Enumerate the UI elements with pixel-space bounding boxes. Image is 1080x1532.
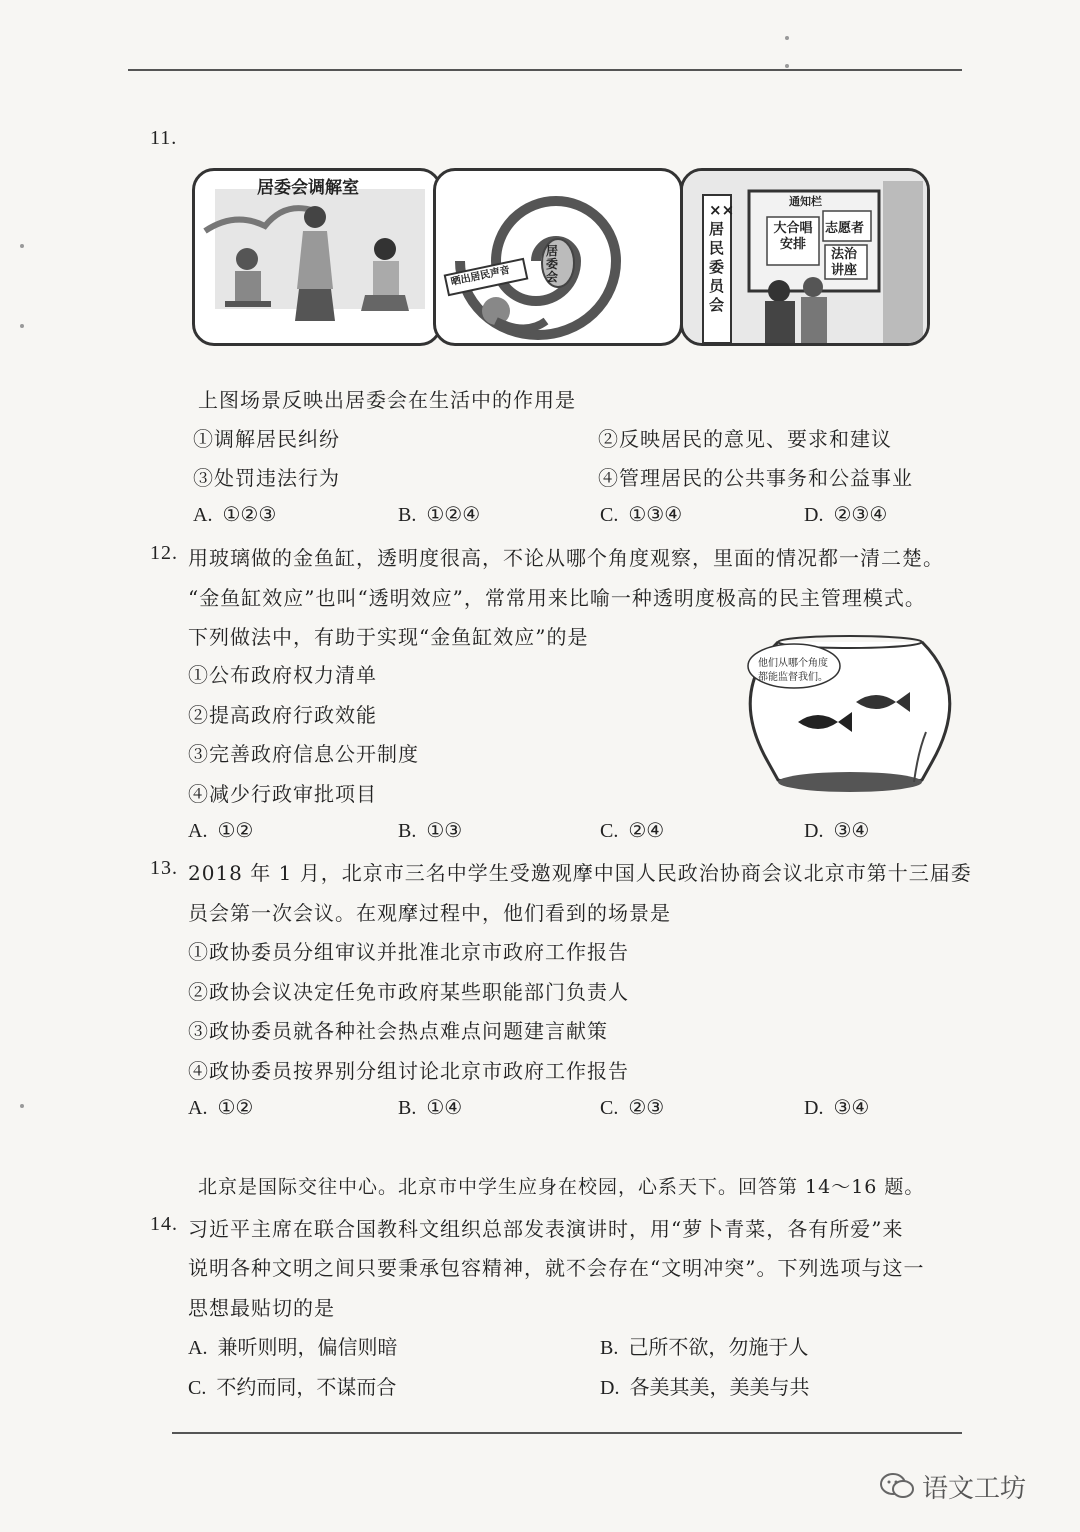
q14-number: 14. <box>150 1213 178 1235</box>
q14-line-2: 说明各种文明之间只要秉承包容精神，就不会存在“文明冲突”。下列选项与这一 <box>188 1256 925 1280</box>
q13-item-4: ④政协委员按界别分组讨论北京市政府工作报告 <box>188 1059 629 1083</box>
q11-choice-d[interactable]: D. ②③④ <box>804 502 888 526</box>
speck <box>20 244 24 248</box>
q12-item-3: ③完善政府信息公开制度 <box>188 742 419 766</box>
speck <box>785 64 789 68</box>
speck <box>20 1104 24 1108</box>
speck <box>20 324 24 328</box>
q11-panel2-sign: 晒出居民声音 <box>449 264 511 289</box>
q14-choice-c[interactable]: C. 不约而同，不谋而合 <box>188 1375 397 1399</box>
q14-line-3: 思想最贴切的是 <box>188 1296 335 1320</box>
q11-panel-voice <box>433 168 683 346</box>
q11-panel3-note3: 法治讲座 <box>831 247 858 278</box>
q11-panel3-note2: 志愿者 <box>825 221 865 236</box>
goldfish-bowl-image <box>738 632 962 800</box>
q11-choice-c[interactable]: C. ①③④ <box>600 502 683 526</box>
q11-stem: 上图场景反映出居委会在生活中的作用是 <box>198 388 576 412</box>
q11-panel-mediation <box>192 168 442 346</box>
q13-choice-d[interactable]: D. ③④ <box>804 1095 870 1119</box>
q13-choice-b[interactable]: B. ①④ <box>398 1095 463 1119</box>
q13-line-1: 2018 年 1 月，北京市三名中学生受邀观摩中国人民政治协商会议北京市第十三届委 <box>188 861 972 885</box>
q11-item-3: ③处罚违法行为 <box>193 466 340 490</box>
q12-line-1: 用玻璃做的金鱼缸，透明度很高，不论从哪个角度观察，里面的情况都一清二楚。 <box>188 546 944 570</box>
bottom-rule <box>172 1432 962 1434</box>
q12-number: 12. <box>150 542 178 564</box>
fish-speech-line-1: 他们从哪个角度 <box>758 658 828 669</box>
q12-item-2: ②提高政府行政效能 <box>188 703 377 727</box>
section-intro: 北京是国际交往中心。北京市中学生应身在校园，心系天下。回答第 14～16 题。 <box>198 1176 925 1198</box>
q14-choice-a[interactable]: A. 兼听则明，偏信则暗 <box>188 1335 398 1359</box>
q11-panel-notice <box>680 168 930 346</box>
q11-panel3-note1: 大合唱安排 <box>773 221 813 252</box>
q11-panel3-vertical: ××居民委员会 <box>709 201 735 314</box>
q11-panel1-title: 居委会调解室 <box>257 178 359 198</box>
q12-item-4: ④减少行政审批项目 <box>188 782 377 806</box>
q12-choice-c[interactable]: C. ②④ <box>600 818 665 842</box>
q13-item-2: ②政协会议决定任免市政府某些职能部门负责人 <box>188 980 629 1004</box>
q11-panel3-board: 通知栏 <box>789 195 822 208</box>
wechat-icon <box>880 1472 914 1500</box>
q14-line-1: 习近平主席在联合国教科文组织总部发表演讲时，用“萝卜青菜，各有所爱”来 <box>188 1217 904 1241</box>
top-rule <box>128 69 962 71</box>
q12-choice-d[interactable]: D. ③④ <box>804 818 870 842</box>
q11-number: 11. <box>150 127 178 149</box>
q11-item-1: ①调解居民纠纷 <box>193 427 340 451</box>
q13-item-3: ③政协委员就各种社会热点难点问题建言献策 <box>188 1019 608 1043</box>
q11-panel2-center: 居委会 <box>546 244 559 284</box>
q11-choice-a[interactable]: A. ①②③ <box>193 502 277 526</box>
q13-item-1: ①政协委员分组审议并批准北京市政府工作报告 <box>188 940 629 964</box>
q12-choice-a[interactable]: A. ①② <box>188 818 254 842</box>
q12-choice-b[interactable]: B. ①③ <box>398 818 463 842</box>
q12-line-2: “金鱼缸效应”也叫“透明效应”，常常用来比喻一种透明度极高的民主管理模式。 <box>188 586 926 610</box>
q11-item-4: ④管理居民的公共事务和公益事业 <box>598 466 913 490</box>
q13-number: 13. <box>150 857 178 879</box>
q11-choice-b[interactable]: B. ①②④ <box>398 502 481 526</box>
q13-choice-c[interactable]: C. ②③ <box>600 1095 665 1119</box>
fish-speech-line-2: 都能监督我们。 <box>758 672 828 683</box>
q14-choice-b[interactable]: B. 己所不欲，勿施于人 <box>600 1335 809 1359</box>
q13-line-2: 员会第一次会议。在观摩过程中，他们看到的场景是 <box>188 901 671 925</box>
speck <box>785 36 789 40</box>
watermark <box>880 1464 1060 1508</box>
q12-item-1: ①公布政府权力清单 <box>188 663 377 687</box>
q11-item-2: ②反映居民的意见、要求和建议 <box>598 427 892 451</box>
watermark-text: 语文工坊 <box>922 1473 1027 1504</box>
q14-choice-d[interactable]: D. 各美其美，美美与共 <box>600 1375 810 1399</box>
q12-line-3: 下列做法中，有助于实现“金鱼缸效应”的是 <box>188 625 589 649</box>
q13-choice-a[interactable]: A. ①② <box>188 1095 254 1119</box>
